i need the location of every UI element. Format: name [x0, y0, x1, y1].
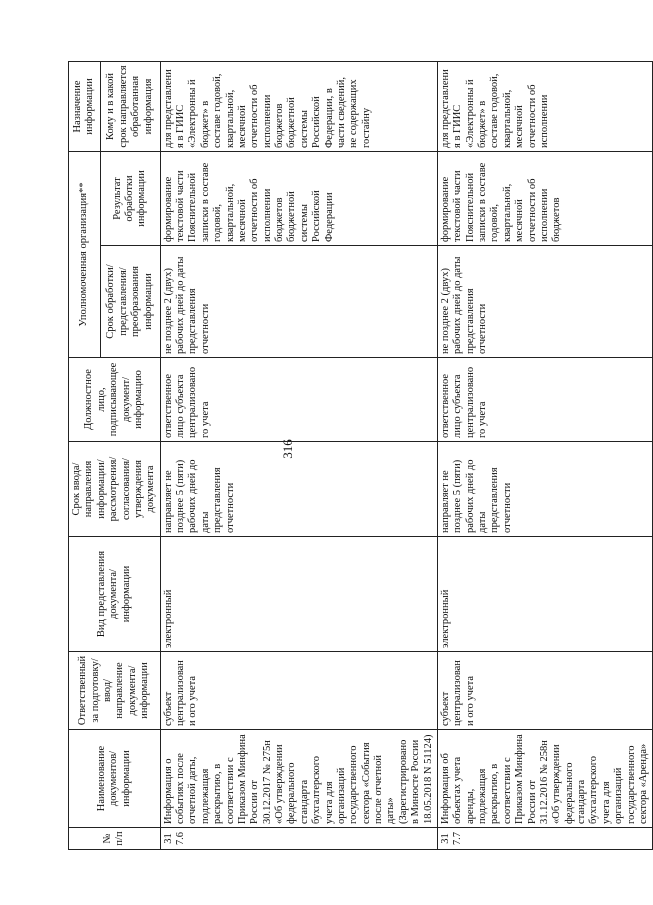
header-kind: Вид представления документа/ информации [69, 537, 161, 652]
table-row [160, 62, 437, 850]
header-proc-deadline: Срок обработки/ представления/ преобразования информации [100, 246, 160, 358]
row-kind: электронный [160, 537, 437, 652]
row-deadline: направляет не позднее 5 (пяти) рабочих дней до даты представления отчетности [437, 442, 652, 537]
row-official: ответственное лицо субъекта централизовано го учета [437, 358, 652, 442]
header-result: Результат обработки информации [100, 152, 160, 246]
header-official: Должностное лицо, подписывающее документ/ информацию [69, 358, 161, 442]
document-table [68, 61, 653, 850]
row-kind: электронный [437, 537, 652, 652]
table-row [437, 62, 652, 850]
row-responsible: субъект централизовани ого учета [160, 652, 437, 730]
row-purpose: для представлени я в ГИИС «Электронны й бюджет» в составе годовой, квартальной, месячной отчетности об исполнении бюджетов бюджетной системы Российской Федерации, в части сведений, не содержащих гостайну [160, 62, 437, 152]
row-purpose: для представлени я в ГИИС «Электронны й бюджет» в составе годовой, квартальной, месячной отчетности об исполнении [437, 62, 652, 152]
header-purpose-group: Назначение информации [69, 62, 101, 152]
row-deadline: направляет не позднее 5 (пяти) рабочих дней до даты представления отчетности [160, 442, 437, 537]
row-proc-deadline: не позднее 2 (двух) рабочих дней до даты представления отчетности [160, 246, 437, 358]
header-deadline: Срок ввода/ направления информации/ рассмотрения/ согласования/ утверждения документа [69, 442, 161, 537]
row-proc-deadline: не позднее 2 (двух) рабочих дней до даты представления отчетности [437, 246, 652, 358]
row-name: Информация о событиях после отчетной даты, подлежащая раскрытию, в соответствии с Приказом Минфина России от 30.12.2017 № 275н «Об утверждении федерального стандарта бухгалтерского учета для организаций государственного сектора «События после отчетной даты» (Зарегистрировано в Минюсте России 18.05.2018 N 51124) [160, 730, 437, 828]
header-num: № п/п [69, 828, 161, 850]
header-name: Наименование документов/информации [69, 730, 161, 828]
header-org-group: Уполномоченная организация** [69, 152, 101, 358]
header-responsible: Ответственный за подготовку/ ввод/ направление документа/ информации [69, 652, 161, 730]
row-num: 317.7 [437, 828, 652, 850]
row-name: Информация об объектах учета аренды, подлежащая раскрытию, в соответствии с Приказом Минфина России от 31.12.2016 № 258н «Об утверждении федерального стандарта бухгалтерского учета для организаций государственного сектора «Аренда» [437, 730, 652, 828]
row-result: формирование текстовой части Пояснительной записки в составе годовой, квартальной, месячной отчетности об исполнении бюджетов [437, 152, 652, 246]
page-number: 316 [280, 439, 295, 459]
row-result: формирование текстовой части Пояснительной записки в составе годовой, квартальной, месячной отчетности об исполнении бюджетов бюджетной системы Российской Федерации [160, 152, 437, 246]
header-purpose: Кому и в какой срок направляется обработанная информация [100, 62, 160, 152]
row-responsible: субъект централизовани ого учета [437, 652, 652, 730]
row-official: ответственное лицо субъекта централизовано го учета [160, 358, 437, 442]
row-num: 317.6 [160, 828, 437, 850]
rotated-table-sheet [68, 62, 649, 850]
